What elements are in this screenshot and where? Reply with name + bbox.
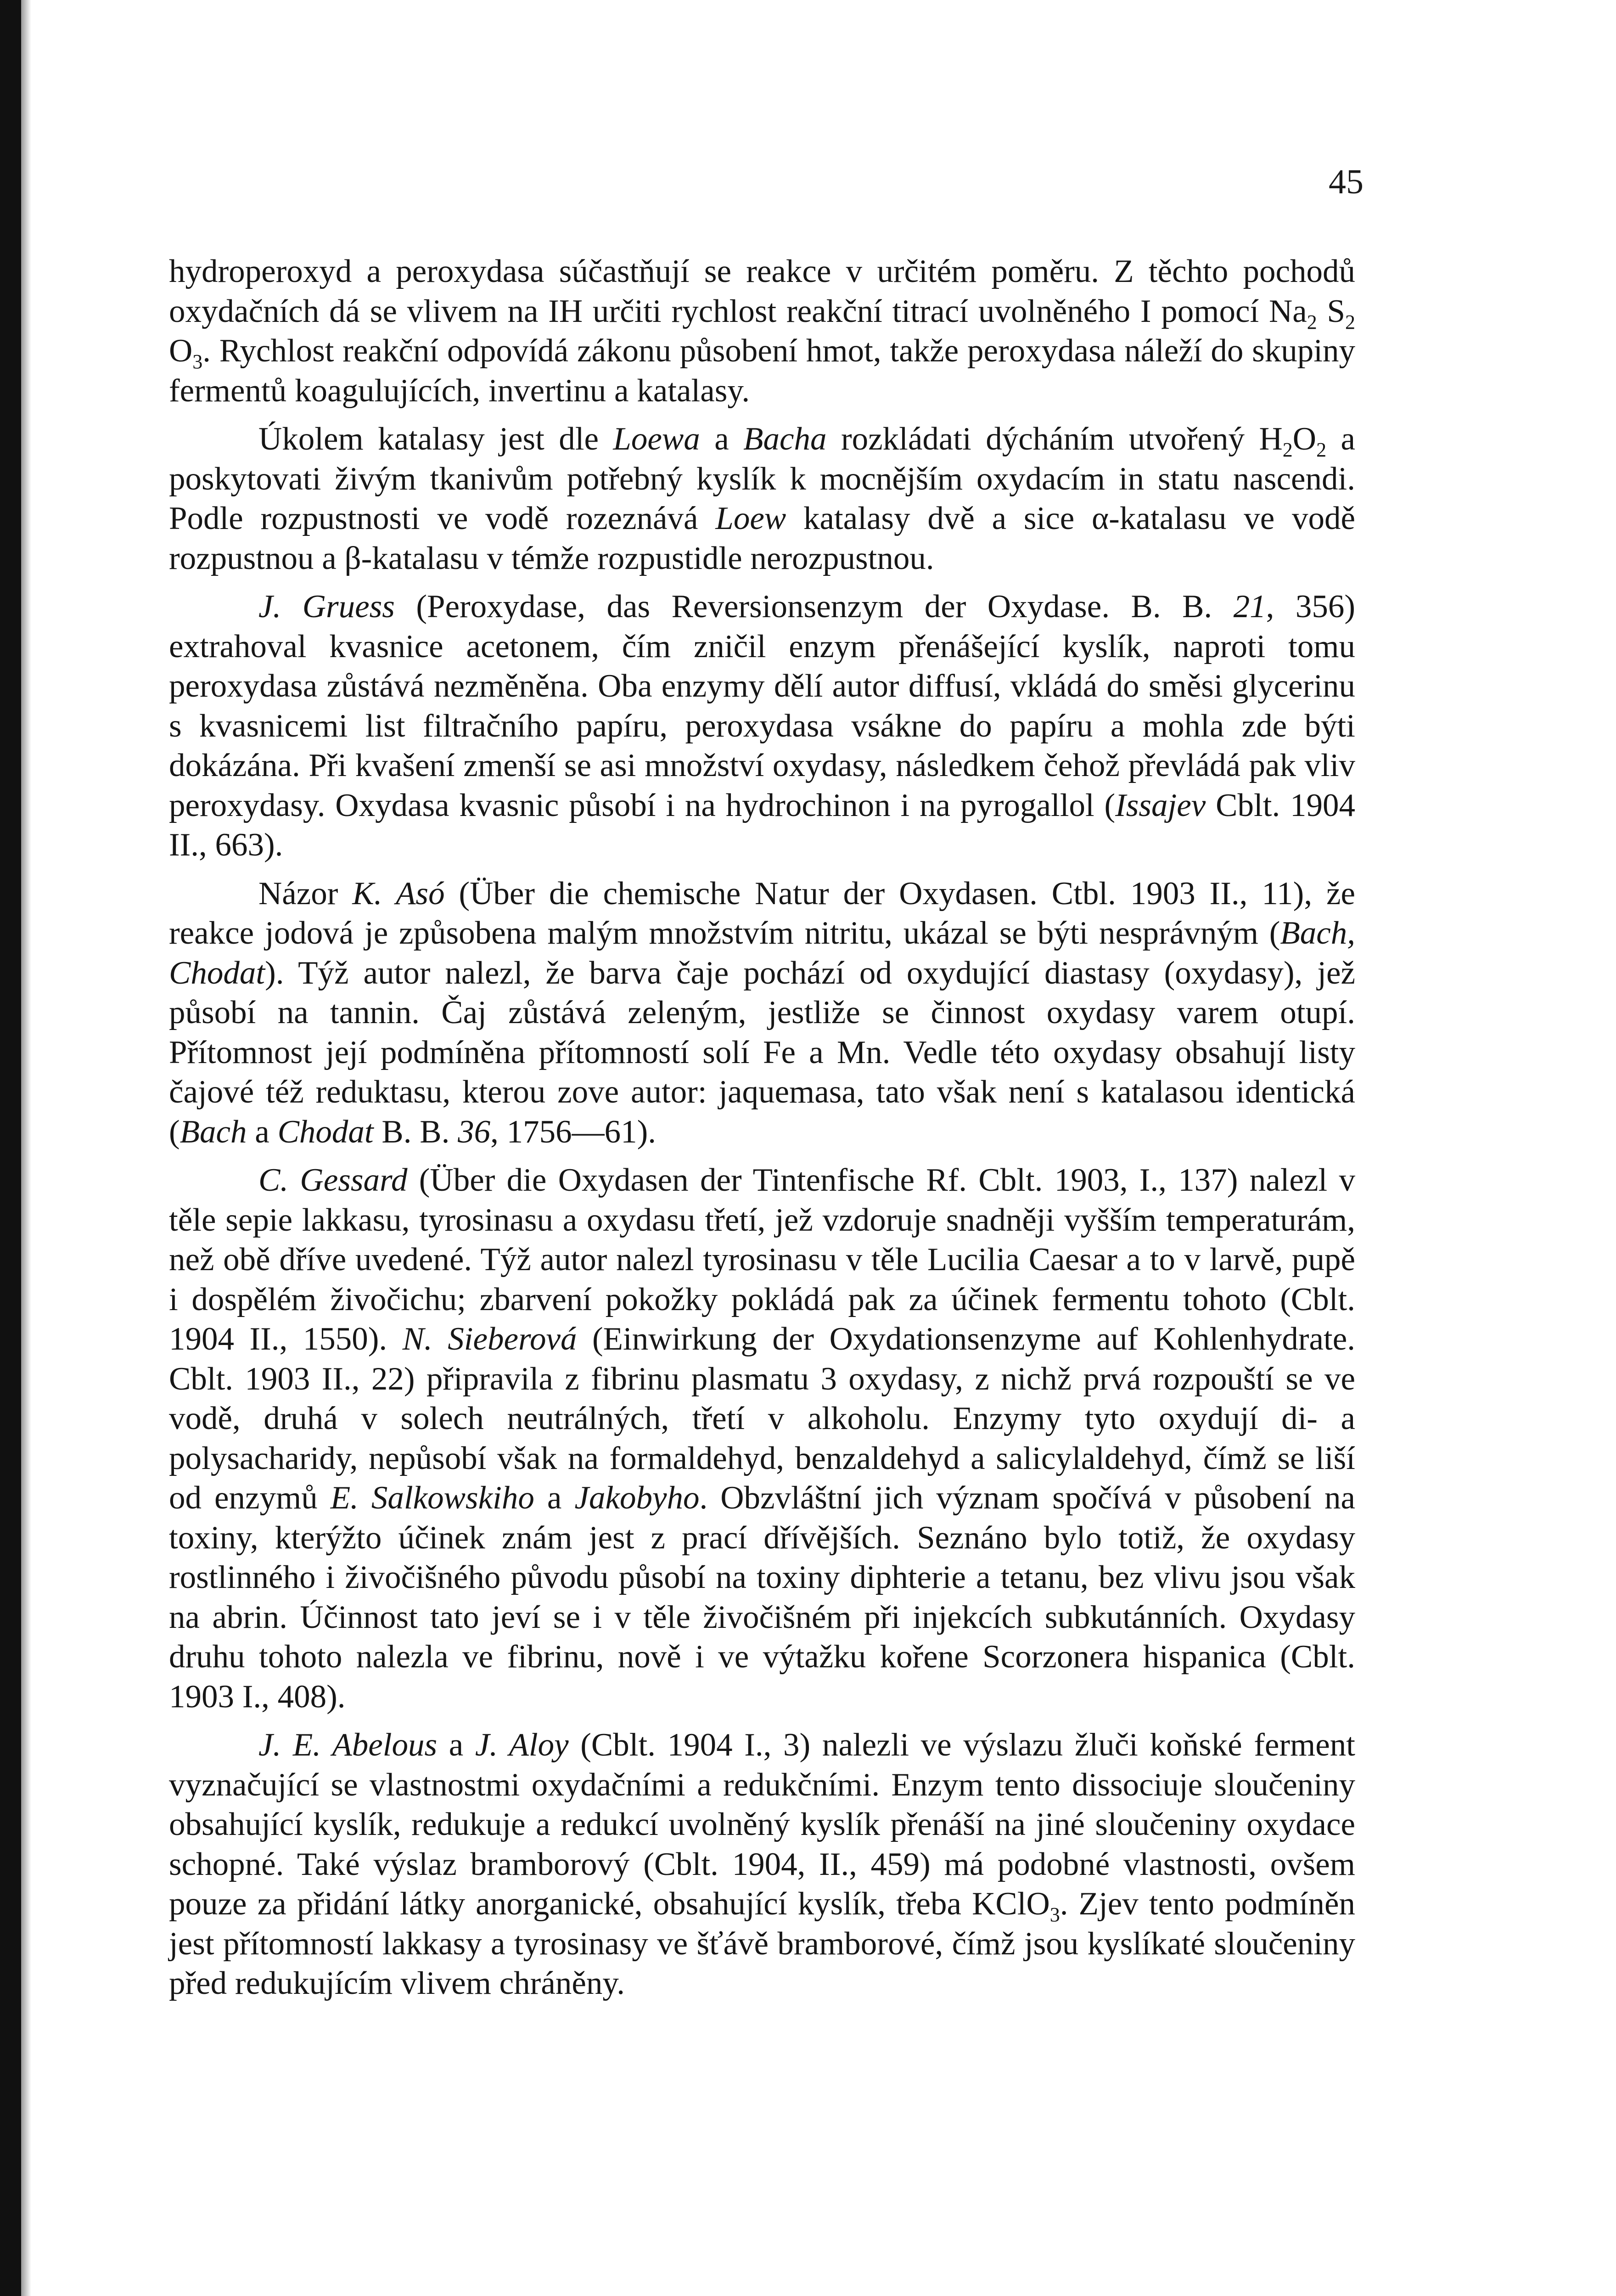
subscript: 2 [1316,439,1327,461]
paragraph-gessard-sieberova [169,1160,1355,1716]
text-run: O [169,333,193,369]
italic-reference: Jakobyho [574,1480,700,1516]
text-run: a poskytovati živým tkanivům potřebný kyslík k mocnějším oxydacím in statu nascendi. Podle rozpustnosti ve vodě rozeznává [169,421,1356,536]
page-number: 45 [1329,163,1364,201]
italic-reference: Issajev [1115,787,1206,823]
paragraph-katalasa [169,419,1355,578]
italic-reference: J. Aloy [475,1727,569,1763]
text-run: . Obzvláštní jich význam spočívá v působení na toxiny, kterýžto účinek znám jest z prací dřívějších. Seznáno bylo totiž, že oxydasy rostlinného i živočišného původu působí na toxiny diphterie a tetanu, bez vlivu jsou však na abrin. Účinnost tato jeví se i v těle živočišném při injekcích subkutánních. Oxydasy druhu tohoto nalezla ve fibrinu, nově i ve výtažku kořene Scorzonera hispanica (Cblt. 1903 I., 408). [169,1480,1355,1715]
text-run: S [1317,293,1345,329]
text-run: (Cblt. 1904 I., 3) nalezli ve výslazu žluči koňské ferment vyznačující se vlastnostmi oxydačními a redukčními. Enzym tento dissociuje sloučeniny obsahující kyslík, redukuje a redukcí uvolněný kyslík přenáší na jiné sloučeniny oxydace schopné. Také výslaz bramborový (Cblt. 1904, II., 459) má podobné vlastnosti, ovšem pouze za přidání látky anorganické, obsahující kyslík, třeba KClO [169,1727,1356,1922]
italic-reference: Bach, Chodat [169,915,1355,991]
text-run: rozkládati dýcháním utvořený H [826,421,1283,457]
subscript: 2 [1307,310,1317,333]
text-run: Cblt. 1904 II., 663). [169,787,1356,863]
text-run: hydroperoxyd a peroxydasa súčastňují se reakce v určitém poměru. Z těchto pochodů oxydačních dá se vlivem na IH určiti rychlost reakční titrací uvolněného I pomocí Na [169,253,1355,329]
italic-reference: Chodat [277,1114,374,1150]
paragraph-aso [169,874,1355,1152]
text-run: B. B. [373,1114,458,1150]
subscript: 3 [192,350,203,373]
italic-reference: E. Salkowskiho [330,1480,534,1516]
subscript: 3 [1049,1903,1060,1926]
text-run: a [247,1114,278,1150]
subscript: 2 [1282,439,1293,461]
italic-reference: Bach [180,1114,247,1150]
text-run: Názor [258,875,353,912]
text-run: a [437,1727,475,1763]
text-run: . Rychlost reakční odpovídá zákonu působení hmot, takže peroxydasa náleží do skupiny fermentů koagulujících, invertinu a katalasy. [169,333,1355,409]
text-run: O [1292,421,1317,457]
text-run: (Peroxydase, das Reversionsenzym der Oxydase. B. B. [394,589,1234,625]
text-run: ). Týž autor nalezl, že barva čaje pochází od oxydující diastasy (oxydasy), jež působí na tannin. Čaj zůstává zeleným, jestliže se činnost oxydasy varem otupí. Přítomnost její podmíněna přítomností solí Fe a Mn. Vedle této oxydasy obsahují listy čajové též reduktasu, kterou zove autor: jaquemasa, tato však není s katalasou identická ( [169,955,1355,1150]
paragraph-abelous-aloy [169,1725,1355,2003]
italic-reference: K. Asó [352,875,445,912]
text-run: , 356) extrahoval kvasnice acetonem, čím zničil enzym přenášející kyslík, naproti tomu peroxydasa zůstává nezměněna. Oba enzymy dělí autor diffusí, vkládá do směsi glycerinu s kvasnicemi list filtračního papíru, peroxydasa vsákne do papíru a mohla zde býti dokázána. Při kvašení zmenší se asi množství oxydasy, následkem čehož převládá pak vliv peroxydasy. Oxydasa kvasnic působí i na hydrochinon i na pyrogallol ( [169,589,1355,823]
text-run: katalasy dvě a sice α-katalasu ve vodě rozpustnou a β-katalasu v témže rozpustidle nerozpustnou. [169,501,1355,576]
italic-reference: C. Gessard [258,1162,408,1198]
italic-reference: N. Sieberová [402,1321,577,1357]
body-text [169,252,1355,2012]
page-binding-edge [0,0,21,2296]
italic-reference: 21 [1233,589,1266,625]
text-run: (Über die Oxydasen der Tintenfische Rf. Cblt. 1903, I., 137) nalezl v těle sepie lakkasu, tyrosinasu a oxydasu třetí, jež vzdoruje snadněji vyšším temperaturám, než obě dříve uvedené. Týž autor nalezl tyrosinasu v těle Lucilia Caesar a to v larvě, pupě i dospělém živočichu; zbarvení pokožky pokládá pak za účinek fermentu tohoto (Cblt. 1904 II., 1550). [169,1162,1355,1357]
text-run: . Zjev tento podmíněn jest přítomností lakkasy a tyrosinasy ve šťávě bramborové, čímž jsou kyslíkaté sloučeniny před redukujícím vlivem chráněny. [169,1886,1355,2001]
text-run: (Einwirkung der Oxydationsenzyme auf Kohlenhydrate. Cblt. 1903 II., 22) připravila z fibrinu plasmatu 3 oxydasy, z nichž prvá rozpouští se ve vodě, druhá v solech neutrálných, třetí v alkoholu. Enzymy tyto oxydují di- a polysacharidy, nepůsobí však na formaldehyd, benzaldehyd a salicylaldehyd, čímž se liší od enzymů [169,1321,1356,1516]
italic-reference: Loew [715,501,786,536]
italic-reference: Bacha [743,421,827,457]
text-run: (Über die chemische Natur der Oxydasen. Ctbl. 1903 II., 11), že reakce jodová je způsobena malým množstvím nitritu, ukázal se býti nesprávným ( [169,875,1356,951]
paragraph-peroxydasa-kinetics [169,252,1355,411]
text-run: a [534,1480,575,1516]
paragraph-gruess [169,587,1355,865]
text-run: Úkolem katalasy jest dle [258,421,613,457]
italic-reference: J. E. Abelous [258,1727,438,1763]
italic-reference: 36 [458,1114,491,1150]
subscript: 2 [1345,310,1355,333]
italic-reference: Loewa [613,421,700,457]
text-run: , 1756—61). [490,1114,656,1150]
italic-reference: J. Gruess [258,589,395,625]
text-run: a [700,421,744,457]
page-binding-shadow [21,0,31,2296]
